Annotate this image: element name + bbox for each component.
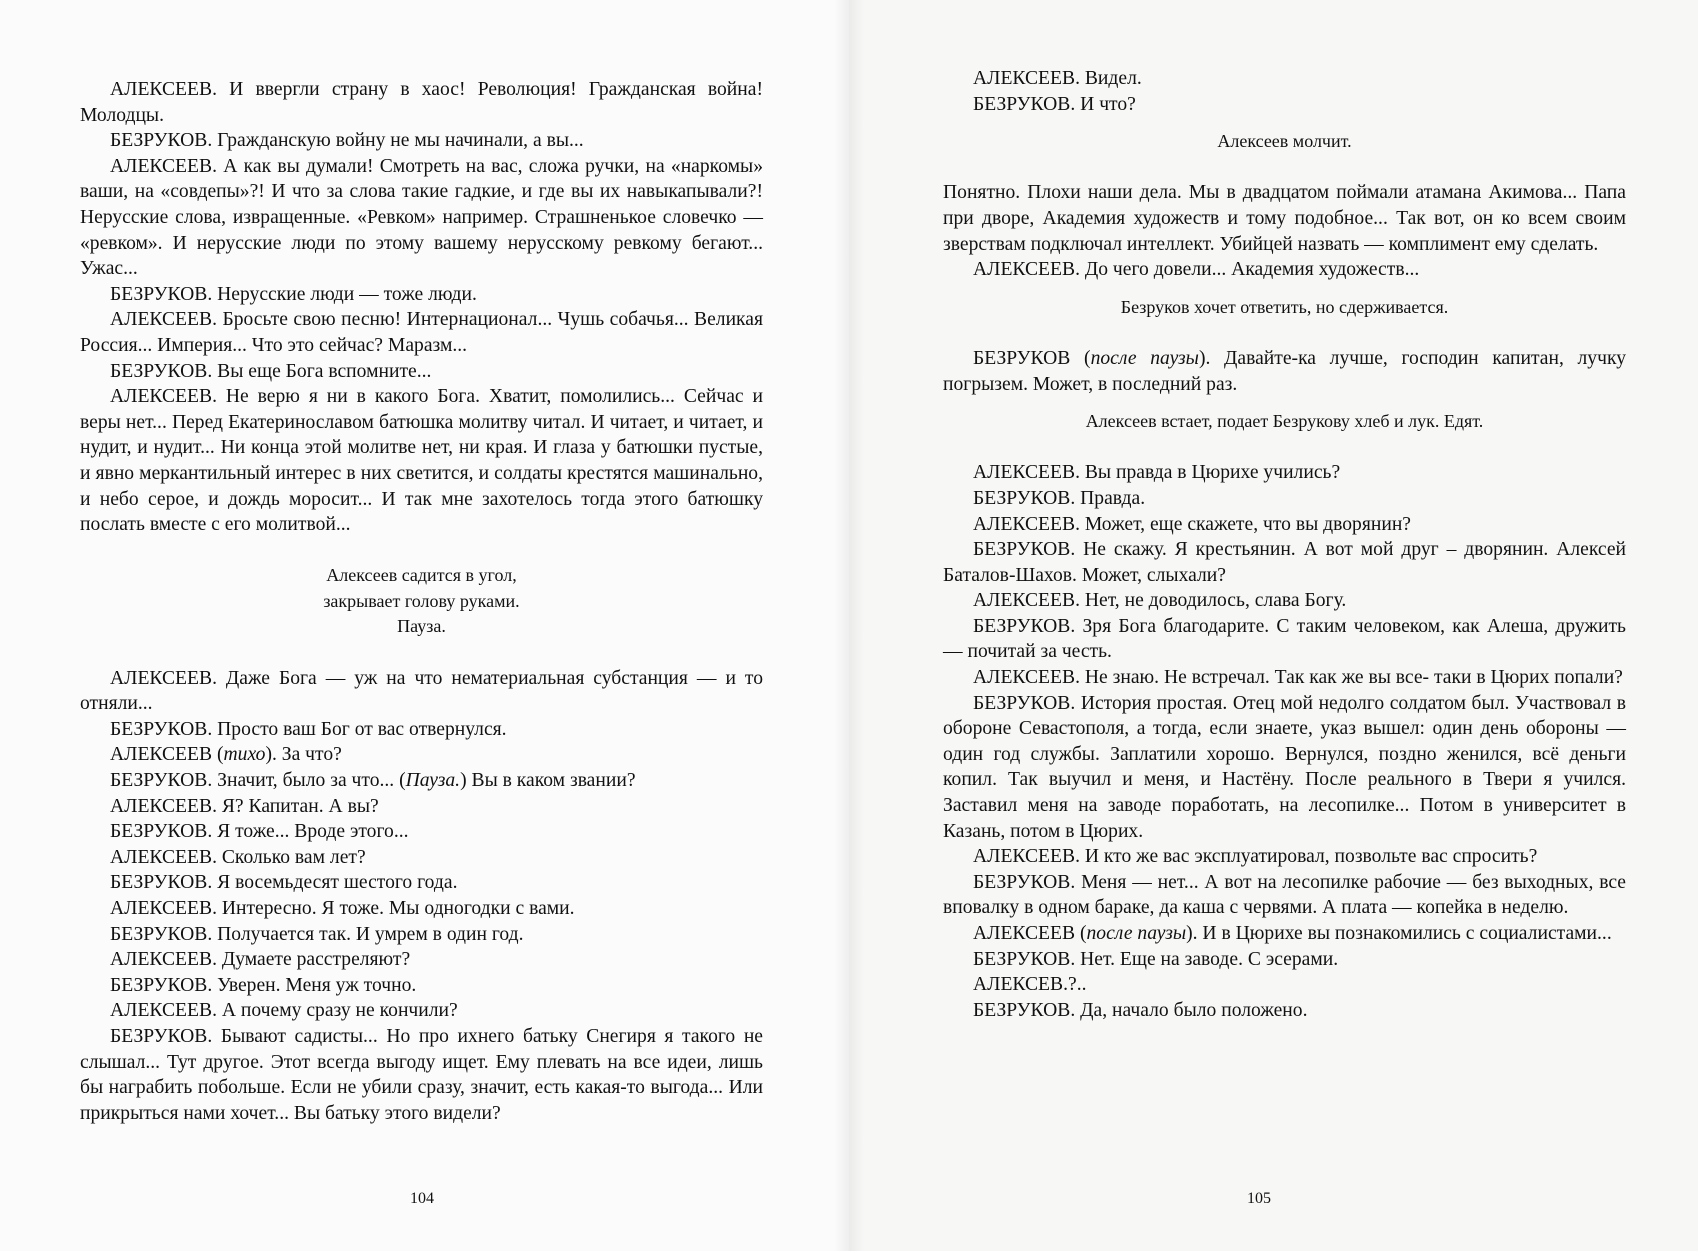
dialogue-line: БЕЗРУКОВ. Уверен. Меня уж точно. bbox=[110, 974, 417, 996]
stage-direction: Алексеев молчит. bbox=[1217, 131, 1352, 152]
dialogue-line: БЕЗРУКОВ. Я восемьдесят шестого года. bbox=[110, 872, 458, 894]
dialogue-line: БЕЗРУКОВ. История простая. Отец мой недолго солдатом был. Участвовал в обороне Севастополя, а тогда, если знаете, указ вышел: один день обороны — один год службы. Заплатили хорошо. Вернулся, поздно женился, всё деньги копил. Так выучил и меня, и Настёну. После реального в Твери я учился. Заставил меня на заводе поработать, на лесопилке... Потом в университет в Казань, потом в Цюрих. bbox=[943, 692, 1626, 842]
dialogue-line: БЕЗРУКОВ. Я тоже... Вроде этого... bbox=[110, 821, 409, 843]
dialogue-line: БЕЗРУКОВ. Не скажу. Я крестьянин. А вот мой друг – дворянин. Алексей Баталов-Шахов. Может, слыхали? bbox=[943, 539, 1626, 586]
book-gutter bbox=[834, 0, 864, 1251]
dialogue-line: АЛЕКСЕЕВ. Может, еще скажете, что вы дворянин? bbox=[973, 513, 1412, 535]
right-page bbox=[849, 0, 1698, 1251]
dialogue-line: АЛЕКСЕЕВ. А почему сразу не кончили? bbox=[110, 1000, 458, 1022]
stage-direction: Алексеев садится в угол, закрывает голову руками. Пауза. bbox=[323, 565, 520, 637]
dialogue-line: АЛЕКСЕЕВ. Нет, не доводилось, слава Богу. bbox=[973, 590, 1347, 612]
dialogue-line: БЕЗРУКОВ. Правда. bbox=[973, 487, 1146, 509]
dialogue-line: БЕЗРУКОВ. Нерусские люди — тоже люди. bbox=[110, 283, 477, 305]
dialogue-line: АЛЕКСЕЕВ (тихо). За что? bbox=[110, 744, 342, 766]
dialogue-line: АЛЕКСЕЕВ. Не знаю. Не встречал. Так как же вы все- таки в Цюрих попали? bbox=[973, 667, 1623, 689]
stage-direction: Алексеев встает, подает Безрукову хлеб и лук. Едят. bbox=[1085, 411, 1484, 432]
page-number: 104 bbox=[410, 1190, 434, 1207]
dialogue-line: АЛЕКСЕЕВ. Видел. bbox=[973, 68, 1142, 89]
left-page-text bbox=[80, 77, 763, 1126]
dialogue-line: БЕЗРУКОВ (после паузы). Давайте-ка лучше, господин капитан, лучку погрызем. Может, в последний раз. bbox=[943, 347, 1626, 395]
dialogue-line: Понятно. Плохи наши дела. Мы в двадцатом поймали атамана Акимова... Папа при дворе, Академия художеств и тому подобное... Так вот, он ко всем своим зверствам подключал интеллект. Убийцей назвать — комплимент ему сделать. bbox=[943, 182, 1626, 255]
dialogue-line: АЛЕКСЕЕВ. И кто же вас эксплуатировал, позвольте вас спросить? bbox=[973, 846, 1538, 868]
right-page-text bbox=[943, 66, 1626, 1023]
dialogue-line: АЛЕКСЕЕВ. Даже Бога — уж на что нематериальная субстанция — и то отняли... bbox=[80, 667, 763, 715]
dialogue-line: АЛЕКСЕЕВ. Бросьте свою песню! Интернационал... Чушь собачья... Великая Россия... Империя... Что это сейчас? Маразм... bbox=[80, 309, 763, 356]
dialogue-line: БЕЗРУКОВ. Бывают садисты... Но про ихнего батьку Снегиря я такого не слышал... Тут другое. Этот всегда выгоду ищет. Ему плевать на все идеи, лишь бы награбить побольше. Если не убили сразу, значит, есть какая-то выгода... Или прикрыться нами хочет... Вы батьку этого видели? bbox=[80, 1025, 763, 1124]
dialogue-line: АЛЕКСЕЕВ. До чего довели... Академия художеств... bbox=[973, 259, 1420, 281]
dialogue-line: АЛЕКСЕЕВ. Думаете расстреляют? bbox=[110, 949, 411, 971]
dialogue-line: БЕЗРУКОВ. Вы еще Бога вспомните... bbox=[110, 360, 432, 382]
dialogue-line: БЕЗРУКОВ. Нет. Еще на заводе. С эсерами. bbox=[973, 948, 1339, 970]
dialogue-line: АЛЕКСЕЕВ. Не верю я ни в какого Бога. Хватит, помолились... Сейчас и веры нет... Перед Екатеринославом батюшка молитву читал. И читает, и читает, и нудит, и нудит... Ни конца этой молитве нет, ни края. И глаза у батюшки пустые, и явно меркантильный интерес в них светится, и солдаты крестятся машинально, и небо серое, и дождь моросит... И так мне захотелось тогда этого батюшку послать вместе с его молитвой... bbox=[80, 386, 763, 536]
page-number: 105 bbox=[1247, 1190, 1271, 1207]
dialogue-line: БЕЗРУКОВ. И что? bbox=[973, 93, 1136, 115]
dialogue-line: БЕЗРУКОВ. Меня — нет... А вот на лесопилке рабочие — без выходных, все вповалку в одном бараке, да каша с червями. А плата — копейка в неделю. bbox=[943, 871, 1626, 919]
dialogue-line: БЕЗРУКОВ. Значит, было за что... (Пауза.) Вы в каком звании? bbox=[110, 770, 636, 792]
dialogue-line: АЛЕКСЕЕВ. А как вы думали! Смотреть на вас, сложа ручки, на «наркомы» ваши, на «совдепы»?! И что за слова такие гадкие, и где вы их навыкапывали?! Нерусские слова, извращенные. «Ревком» например. Страшненькое словечко — «ревком». И нерусские люди по этому вашему нерусскому ревкому бегают... Ужас... bbox=[80, 155, 763, 280]
dialogue-line: АЛЕКСЕЕВ. Интересно. Я тоже. Мы одногодки с вами. bbox=[110, 898, 575, 919]
dialogue-line: БЕЗРУКОВ. Гражданскую войну не мы начинали, а вы... bbox=[110, 130, 584, 152]
dialogue-line: АЛЕКСЕЕВ (после паузы). И в Цюрихе вы познакомились с социалистами... bbox=[973, 923, 1612, 944]
dialogue-line: АЛЕКСЕЕВ. Сколько вам лет? bbox=[110, 846, 366, 868]
dialogue-line: БЕЗРУКОВ. Получается так. И умрем в один год. bbox=[110, 923, 524, 945]
dialogue-line: АЛЕКСЕЕВ. Я? Капитан. А вы? bbox=[110, 795, 379, 817]
stage-direction: Безруков хочет ответить, но сдерживается. bbox=[1120, 296, 1449, 317]
dialogue-line: БЕЗРУКОВ. Зря Бога благодарите. С таким человеком, как Алеша, дружить — почитай за честь. bbox=[943, 615, 1626, 663]
dialogue-line: БЕЗРУКОВ. Да, начало было положено. bbox=[973, 999, 1308, 1021]
dialogue-line: АЛЕКСЕВ.?.. bbox=[973, 974, 1087, 996]
dialogue-line: АЛЕКСЕЕВ. Вы правда в Цюрихе учились? bbox=[973, 462, 1341, 484]
dialogue-line: АЛЕКСЕЕВ. И ввергли страну в хаос! Революция! Гражданская война! Молодцы. bbox=[80, 79, 763, 126]
dialogue-line: БЕЗРУКОВ. Просто ваш Бог от вас отвернулся. bbox=[110, 718, 507, 740]
